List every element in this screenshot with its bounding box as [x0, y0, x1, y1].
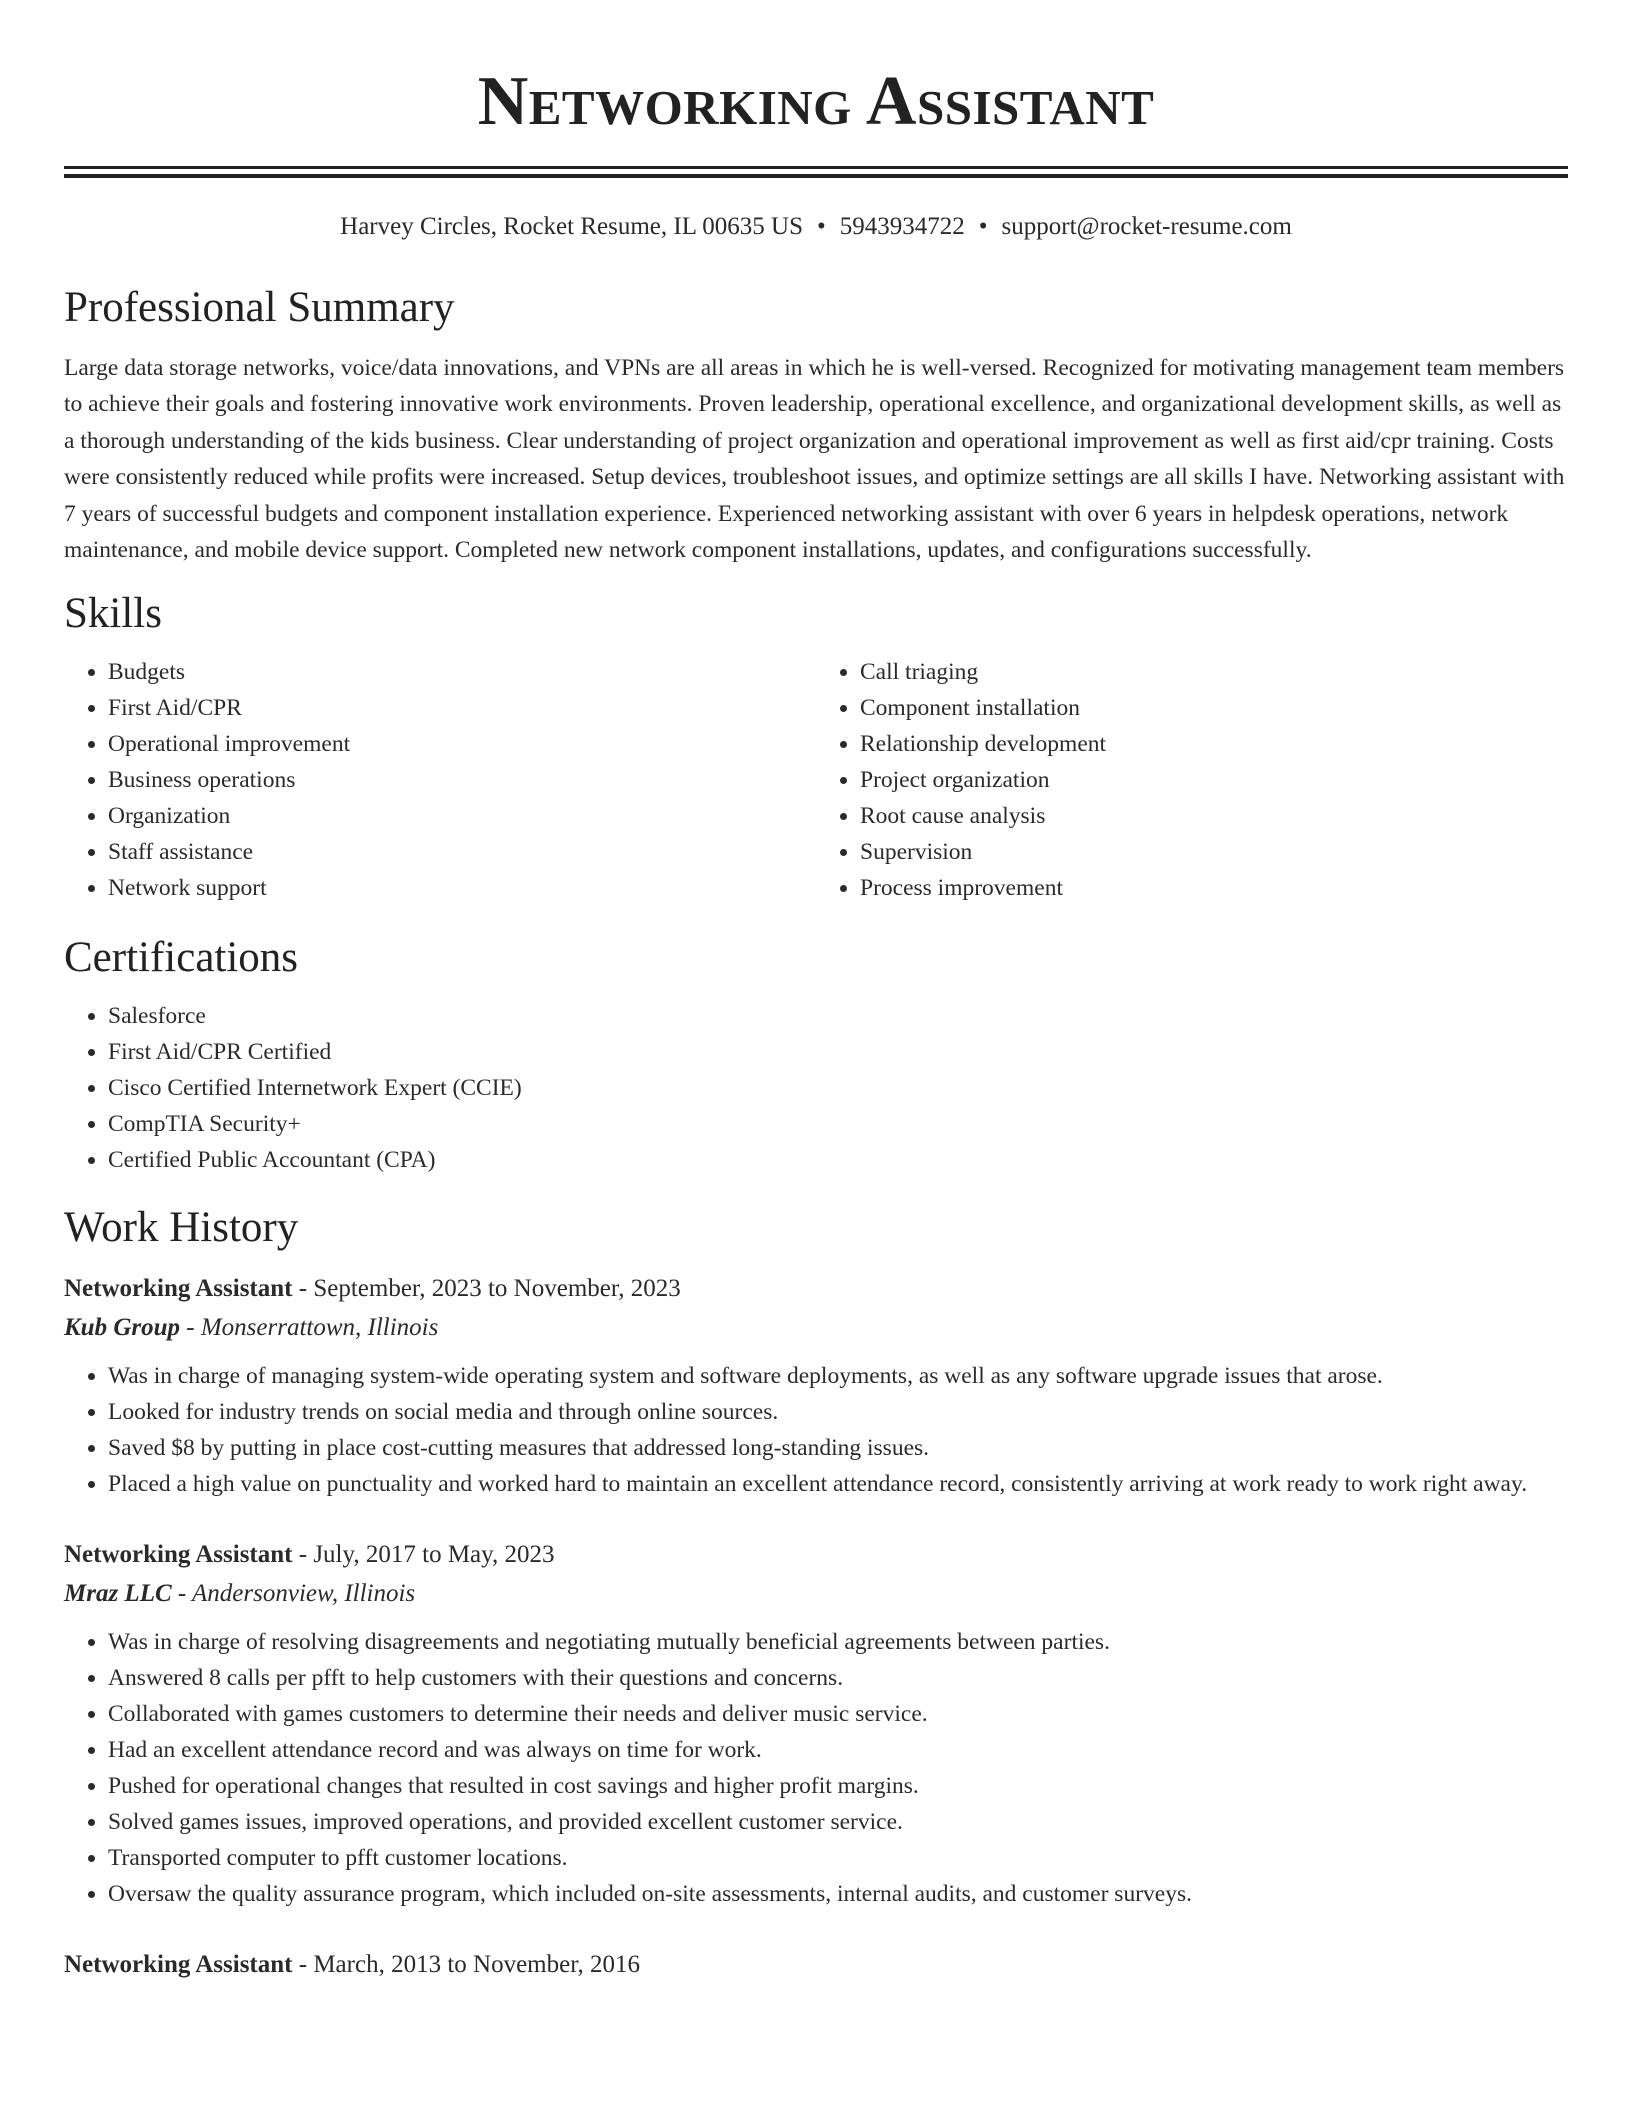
job-title-line: [64, 1536, 1568, 1574]
job-bullet: • Saved $8 by putting in place cost-cutting measures that addressed long-standing issues.: [108, 1430, 1568, 1466]
job-entry: [64, 1946, 1568, 1984]
job-dates: - September, 2023 to November, 2023: [292, 1275, 681, 1303]
skill-item: • Call triaging: [860, 654, 1568, 690]
summary-heading: Professional Summary: [64, 284, 455, 331]
job-entry: [64, 1536, 1568, 1912]
resume-title: Networking Assistant: [477, 63, 1155, 140]
work-history-heading: Work History: [64, 1204, 299, 1252]
job-company-line: [64, 1308, 1568, 1348]
certification-item: • CompTIA Security+: [108, 1106, 1568, 1142]
skills-heading: Skills: [64, 590, 162, 638]
title-rule-bottom: [64, 174, 1568, 178]
skills-list-right: [816, 654, 1568, 906]
job-bullet: • Was in charge of resolving disagreements and negotiating mutually beneficial agreements between parties.: [108, 1624, 1568, 1660]
job-entry: [64, 1270, 1568, 1502]
job-bullet: • Had an excellent attendance record and was always on time for work.: [108, 1732, 1568, 1768]
job-company-line: [64, 1574, 1568, 1614]
job-bullet: • Solved games issues, improved operations, and provided excellent customer service.: [108, 1804, 1568, 1840]
contact-separator: •: [817, 213, 826, 240]
job-bullet: • Oversaw the quality assurance program, which included on-site assessments, internal audits, and customer surveys.: [108, 1876, 1568, 1912]
job-bullet: • Pushed for operational changes that resulted in cost savings and higher profit margins.: [108, 1768, 1568, 1804]
skill-item: • Staff assistance: [108, 834, 816, 870]
summary-text: Large data storage networks, voice/data innovations, and VPNs are all areas in which he is well-versed. Recognized for motivating management team members to achieve their goals and fostering innovative work environments. Proven leadership, operational excellence, and organizational development skills, as well as a thorough understanding of the kids business. Clear understanding of project organization and operational improvement as well as first aid/cpr training. Costs were consistently reduced while profits were increased. Setup devices, troubleshoot issues, and optimize settings are all skills I have. Networking assistant with 7 years of successful budgets and component installation experience. Experienced networking assistant with over 6 years in helpdesk operations, network maintenance, and mobile device support. Completed new network component installations, updates, and configurations successfully.: [64, 355, 1565, 564]
job-bullet: • Collaborated with games customers to determine their needs and deliver music service.: [108, 1696, 1568, 1732]
job-company: Kub Group: [64, 1314, 181, 1342]
certification-item: • Certified Public Accountant (CPA): [108, 1142, 1568, 1178]
skills-list-left: [64, 654, 816, 906]
job-location: - Andersonview, Illinois: [171, 1580, 416, 1608]
skill-item: • Budgets: [108, 654, 816, 690]
job-role: Networking Assistant: [64, 1275, 293, 1303]
job-bullet: • Looked for industry trends on social media and through online sources.: [108, 1394, 1568, 1430]
job-bullet: • Transported computer to pfft customer locations.: [108, 1840, 1568, 1876]
skill-item: • Project organization: [860, 762, 1568, 798]
contact-line: [64, 212, 1568, 242]
job-dates: - March, 2013 to November, 2016: [292, 1951, 641, 1979]
certification-item: • Cisco Certified Internetwork Expert (CCIE): [108, 1070, 1568, 1106]
skill-item: • First Aid/CPR: [108, 690, 816, 726]
certification-item: • Salesforce: [108, 998, 1568, 1034]
job-bullet: • Was in charge of managing system-wide operating system and software deployments, as well as any software upgrade issues that arose.: [108, 1358, 1568, 1394]
contact-email: support@rocket-resume.com: [1001, 213, 1292, 240]
skill-item: • Operational improvement: [108, 726, 816, 762]
certifications-list: [64, 998, 1568, 1178]
job-company: Mraz LLC: [64, 1580, 172, 1608]
skill-item: • Business operations: [108, 762, 816, 798]
job-title-line: [64, 1270, 1568, 1308]
contact-address: Harvey Circles, Rocket Resume, IL 00635 US: [340, 213, 804, 240]
job-bullet: • Placed a high value on punctuality and worked hard to maintain an excellent attendance record, consistently arriving at work ready to work right away.: [108, 1466, 1568, 1502]
skill-item: • Root cause analysis: [860, 798, 1568, 834]
skill-item: • Component installation: [860, 690, 1568, 726]
skill-item: • Supervision: [860, 834, 1568, 870]
job-bullets: [64, 1358, 1568, 1502]
skills-columns: [64, 654, 1568, 906]
job-bullet: • Answered 8 calls per pfft to help customers with their questions and concerns.: [108, 1660, 1568, 1696]
title-rule-top: [64, 166, 1568, 169]
contact-separator: •: [978, 213, 988, 240]
resume-page: [64, 0, 1568, 1984]
job-role: Networking Assistant: [64, 1951, 293, 1979]
certification-item: • First Aid/CPR Certified: [108, 1034, 1568, 1070]
job-bullets: [64, 1624, 1568, 1912]
skill-item: • Relationship development: [860, 726, 1568, 762]
skill-item: • Process improvement: [860, 870, 1568, 906]
skill-item: • Organization: [108, 798, 816, 834]
job-dates: - July, 2017 to May, 2023: [292, 1541, 555, 1569]
contact-phone: 5943934722: [839, 213, 965, 240]
job-role: Networking Assistant: [64, 1541, 293, 1569]
certifications-heading: Certifications: [64, 934, 299, 982]
job-location: - Monserrattown, Illinois: [180, 1314, 439, 1342]
skill-item: • Network support: [108, 870, 816, 906]
job-title-line: [64, 1946, 1568, 1984]
